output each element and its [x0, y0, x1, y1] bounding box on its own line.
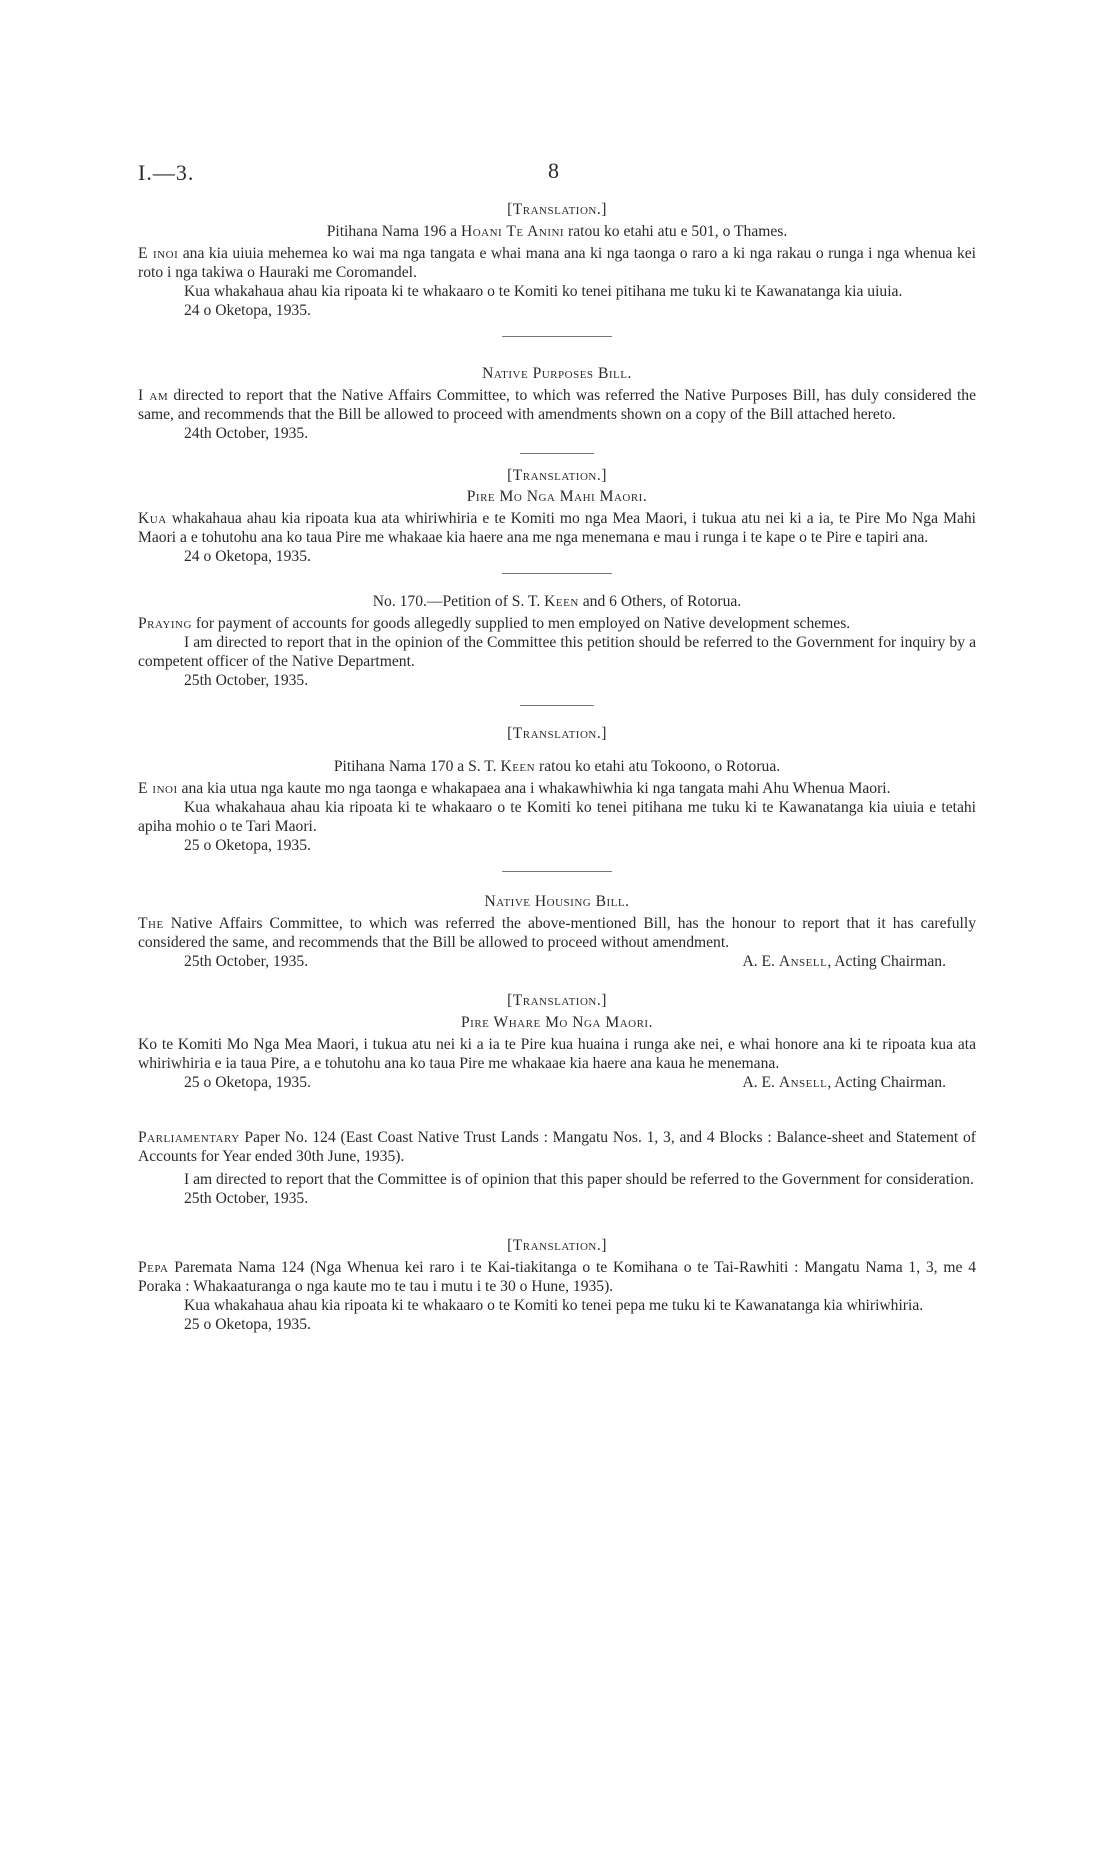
section-divider: [520, 705, 594, 706]
title-text: Pitihana Nama 196 a: [326, 223, 461, 240]
title-text: No. 170.—Petition of S. T.: [372, 593, 545, 610]
section-petition-196-translation: [138, 200, 976, 320]
body-text: directed to report that the Native Affairs Committee, to which was referred the Native Purposes Bill, has duly considered the same, and recommends that the Bill be allowed to proceed with amendments shown on a copy of the Bill attached hereto.: [138, 387, 976, 423]
signature-name: Ansell: [778, 953, 828, 970]
translation-label: [Translation.]: [507, 992, 607, 1009]
section-title: [138, 757, 976, 776]
section-petition-170-translation: [138, 724, 976, 855]
lead-text: The: [138, 915, 164, 932]
section-title: [138, 592, 976, 611]
section-title: Pire Mo Nga Mahi Maori.: [466, 488, 648, 505]
committee-recommendation: Kua whakahaua ahau kia ripoata ki te whakaaro o te Komiti ko tenei pepa me tuku ki te Kawanatanga kia whiriwhiria.: [184, 1297, 924, 1314]
lead-text: I am: [138, 387, 169, 404]
section-title: Pire Whare Mo Nga Maori.: [461, 1014, 653, 1031]
body-text: ana kia uiuia mehemea ko wai ma nga tangata e whai mana ana ki nga taonga o raro a ki nga rakau o runga i nga whenua kei roto i nga takiwa o Hauraki me Coromandel.: [138, 245, 976, 281]
section-petition-170: [138, 592, 976, 690]
body-text: whakahaua ahau kia ripoata kua ata whiriwhiria e te Komiti mo nga Mea Maori, i tukua atu nei ki a ia, te Pire Mo Nga Mahi Maori a e tohutohu ana ko taua Pire me whakaae kia haere ana me nga menemana e mau i runga i te kape o te Pire e tapiri ana.: [138, 510, 976, 546]
signature-title: , Acting Chairman.: [827, 1074, 946, 1091]
section-pire-mahi-maori-translation: [138, 466, 976, 566]
petition-prayer: [138, 779, 976, 798]
section-divider: [502, 573, 612, 574]
section-title: [138, 222, 976, 241]
petitioner-name: Keen: [500, 758, 536, 775]
committee-recommendation: Kua whakahaua ahau kia ripoata ki te whakaaro o te Komiti ko tenei pitihana me tuku ki te Kawanatanga kia uiuia.: [184, 283, 903, 300]
signature-name: Ansell: [778, 1074, 828, 1091]
petition-prayer: [138, 614, 976, 633]
lead-text: Kua: [138, 510, 167, 527]
title-text: and 6 Others, of Rotorua.: [578, 593, 742, 610]
translation-label: [Translation.]: [507, 1237, 607, 1254]
committee-recommendation: I am directed to report that in the opinion of the Committee this petition should be referred to the Government for inquiry by a competent officer of the Native Department.: [138, 634, 976, 670]
title-text: ratou ko etahi atu e 501, o Thames.: [564, 223, 788, 240]
committee-report: [138, 386, 976, 424]
committee-report: Ko te Komiti Mo Nga Mea Maori, i tukua atu nei ki a ia te Pire kua huaina i runga ake nei, e whai honore ana ki te ripoata kua ata whiriwhiria e ia taua Pire, a e tohutohu ana ko taua Pire me whakaae kia haere ana kaua he menemana.: [138, 1036, 976, 1072]
signature-initials: A. E.: [742, 953, 779, 970]
committee-recommendation: Kua whakahaua ahau kia ripoata ki te whakaaro o te Komiti ko tenei pitihana me tuku ki te Kawanatanga kia uiuia e tetahi apiha mohio o te Tari Maori.: [138, 799, 976, 835]
page-number: 8: [548, 158, 559, 183]
lead-text: E inoi: [138, 245, 179, 262]
translation-label: [Translation.]: [507, 467, 607, 484]
report-date: 25th October, 1935.: [184, 672, 309, 689]
report-date: 24 o Oketopa, 1935.: [184, 548, 311, 565]
translation-label: [Translation.]: [507, 201, 607, 218]
date-signature-row: [138, 1073, 976, 1092]
body-text: Native Affairs Committee, to which was referred the above-mentioned Bill, has the honour to report that it has carefully considered the same, and recommends that the Bill be allowed to proceed without amendment.: [138, 915, 976, 951]
signature-initials: A. E.: [742, 1074, 779, 1091]
lead-text: Praying: [138, 615, 192, 632]
body-text: ana kia utua nga kaute mo nga taonga e whakapaea ana i whakawhiwhia ki nga tangata mahi Ahu Whenua Maori.: [177, 780, 891, 797]
body-text: Paper No. 124 (East Coast Native Trust Lands : Mangatu Nos. 1, 3, and 4 Blocks : Balance-sheet and Statement of Accounts for Year ended 30th June, 1935).: [138, 1129, 976, 1165]
body-text: for payment of accounts for goods allegedly supplied to men employed on Native development schemes.: [191, 615, 851, 632]
section-parliamentary-paper-124: [138, 1128, 976, 1208]
section-title: Native Purposes Bill.: [482, 365, 632, 382]
committee-recommendation: I am directed to report that the Committee is of opinion that this paper should be referred to the Government for consideration.: [184, 1171, 974, 1188]
title-text: Pitihana Nama 170 a S. T.: [333, 758, 501, 775]
section-reference: I.—3.: [138, 160, 195, 185]
petitioner-name: Hoani Te Anini: [460, 223, 565, 240]
body-text: Paremata Nama 124 (Nga Whenua kei raro i te Kai-tiakitanga o te Komihana o te Tai-Rawhiti : Mangatu Nama 1, 3, me 4 Poraka : Whakaaturanga o nga kaute mo te tau i mutu i te 30 o Hune, 1935).: [138, 1259, 976, 1295]
signature-title: , Acting Chairman.: [827, 953, 946, 970]
lead-text: Parliamentary: [138, 1129, 240, 1146]
report-date: 25 o Oketopa, 1935.: [184, 1316, 311, 1333]
section-pire-whare-translation: [138, 991, 976, 1092]
document-body: [138, 200, 976, 1334]
paper-description: [138, 1128, 976, 1166]
lead-text: Pepa: [138, 1259, 169, 1276]
section-title: Native Housing Bill.: [484, 893, 630, 910]
section-native-purposes-bill: [138, 364, 976, 443]
paper-description: [138, 1258, 976, 1296]
section-native-housing-bill: [138, 892, 976, 971]
committee-report: [138, 914, 976, 952]
section-pepa-124-translation: [138, 1236, 976, 1334]
committee-report: [138, 509, 976, 547]
petition-prayer: [138, 244, 976, 282]
section-divider: [502, 871, 612, 872]
section-divider: [520, 453, 594, 454]
date-signature-row: [138, 952, 976, 971]
report-date: 25th October, 1935.: [184, 1190, 309, 1207]
report-date: 24th October, 1935.: [184, 425, 309, 442]
report-date: 25 o Oketopa, 1935.: [184, 1074, 311, 1091]
petitioner-name: Keen: [544, 593, 579, 610]
report-date: 25 o Oketopa, 1935.: [184, 837, 311, 854]
report-date: 25th October, 1935.: [184, 953, 309, 970]
chairman-signature: [742, 1073, 976, 1092]
section-divider: [502, 336, 612, 337]
chairman-signature: [742, 952, 976, 971]
translation-label: [Translation.]: [507, 725, 607, 742]
title-text: ratou ko etahi atu Tokoono, o Rotorua.: [535, 758, 781, 775]
lead-text: E inoi: [138, 780, 178, 797]
report-date: 24 o Oketopa, 1935.: [184, 302, 311, 319]
